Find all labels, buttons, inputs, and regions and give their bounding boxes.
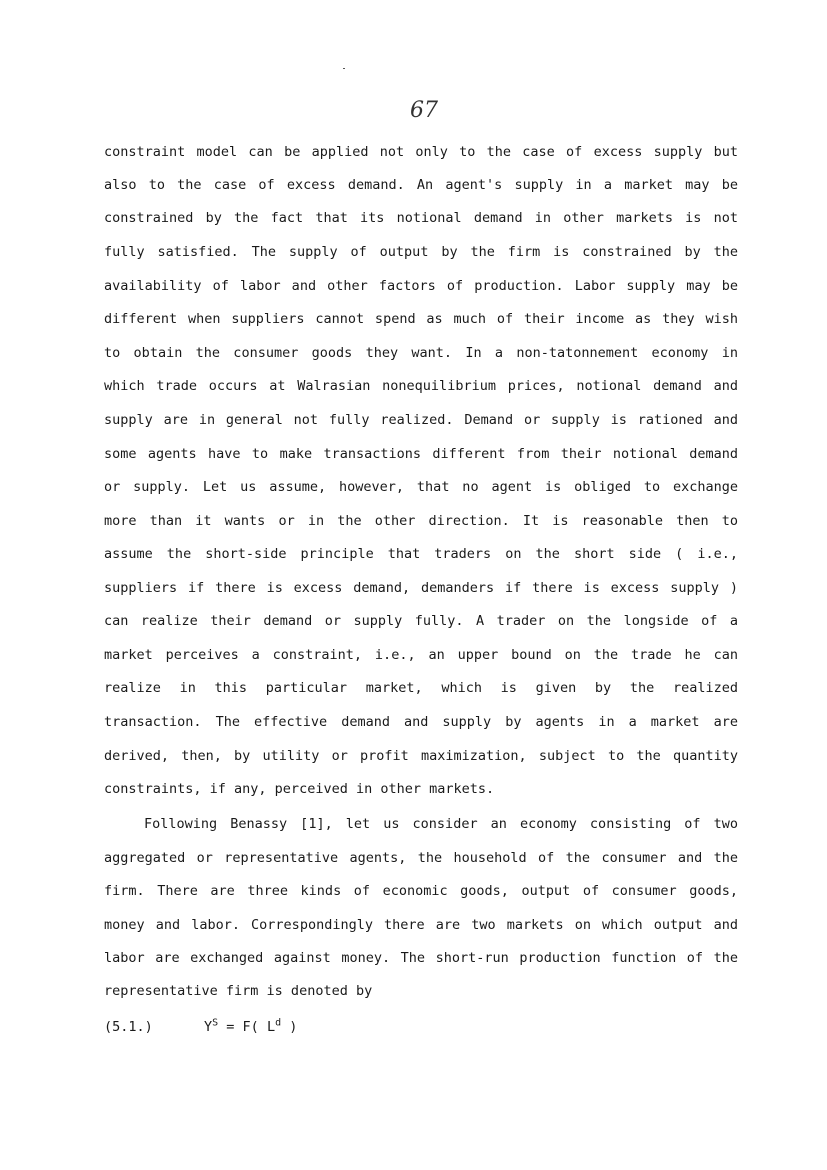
text-line: supply are in general not fully realized. Demand or supply is rationed and [104,412,738,428]
text-line: or supply. Let us assume, however, that no agent is obliged to exchange [104,479,738,495]
text-line: which trade occurs at Walrasian nonequilibrium prices, notional demand and [104,378,738,394]
equation-close: ) [281,1019,298,1035]
text-line: constraints, if any, perceived in other markets. [104,781,495,797]
text-line: constrained by the fact that its notional demand in other markets is not [104,210,738,226]
text-line: firm. There are three kinds of economic goods, output of consumer goods, [104,883,738,899]
equation-lhs-superscript: S [212,1017,219,1029]
equation-function: = F( L [218,1019,276,1035]
scan-speck [343,68,345,69]
text-line: fully satisfied. The supply of output by the firm is constrained by the [104,244,738,260]
text-line: market perceives a constraint, i.e., an upper bound on the trade he can [104,647,738,663]
text-line: can realize their demand or supply fully. A trader on the longside of a [104,613,738,629]
text-line: money and labor. Correspondingly there are two markets on which output and [104,917,738,933]
text-line: constraint model can be applied not only to the case of excess supply but [104,144,738,160]
text-line: Following Benassy [1], let us consider an economy consisting of two [144,816,738,832]
equation-lhs: Y [204,1019,213,1035]
text-line: different when suppliers cannot spend as much of their income as they wish [104,311,738,327]
equation-body [204,1019,297,1035]
equation-rhs-superscript: d [275,1017,282,1029]
text-line: suppliers if there is excess demand, demanders if there is excess supply ) [104,580,738,596]
text-line: derived, then, by utility or profit maximization, subject to the quantity [104,748,738,764]
text-line: transaction. The effective demand and supply by agents in a market are [104,714,738,730]
equation [104,1018,297,1036]
text-line: some agents have to make transactions different from their notional demand [104,446,738,462]
page-number: 67 [410,98,438,123]
text-line: realize in this particular market, which is given by the realized [104,680,738,696]
text-line: to obtain the consumer goods they want. In a non-tatonnement economy in [104,345,738,361]
text-line: assume the short-side principle that traders on the short side ( i.e., [104,546,738,562]
text-line: also to the case of excess demand. An agent's supply in a market may be [104,177,738,193]
text-line: labor are exchanged against money. The short-run production function of the [104,950,738,966]
text-line: more than it wants or in the other direction. It is reasonable then to [104,513,738,529]
text-line: availability of labor and other factors of production. Labor supply may be [104,278,738,294]
text-line: aggregated or representative agents, the household of the consumer and the [104,850,738,866]
text-line: representative firm is denoted by [104,983,373,999]
equation-label: (5.1.) [104,1019,153,1035]
